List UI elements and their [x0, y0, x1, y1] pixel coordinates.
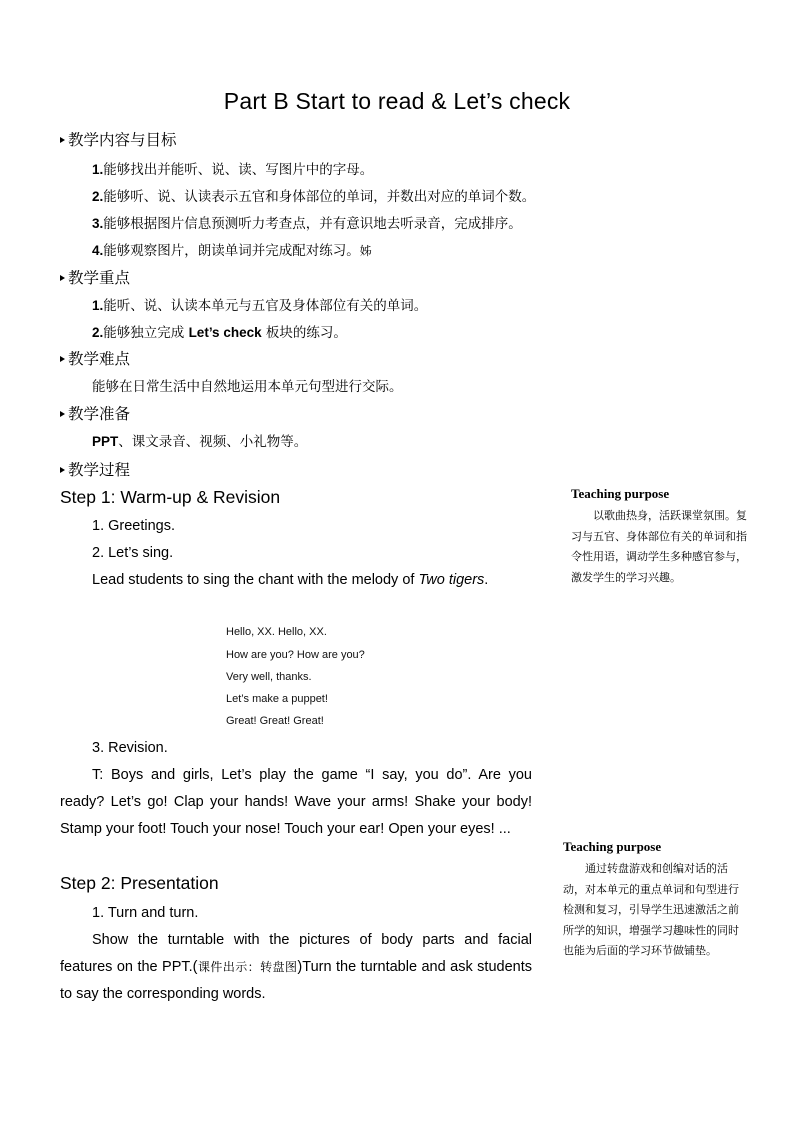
- bullet-triangle-icon: [60, 356, 65, 362]
- goal-item-4: [92, 239, 372, 259]
- heading-text: 教学难点: [68, 350, 131, 368]
- item-text: 能够根据图片信息预测听力考查点，并有意识地去听录音，完成排序。: [103, 216, 522, 232]
- revision-paragraph: T: Boys and girls, Let’s play the game “I say, you do”. Are you ready? Let’s go! Clap your hands! Wave your arms! Shake your body! Stamp your foot! Touch your nose! Touch your ear! Open your eyes! ...: [60, 767, 532, 837]
- preparation-text: [92, 430, 307, 450]
- lead-text-end: .: [484, 572, 489, 588]
- item-text: 能够独立完成: [103, 325, 185, 341]
- section-heading-preparation: [60, 402, 130, 424]
- item-number: 1.: [92, 162, 104, 177]
- step-2-title: Step 2: Presentation: [60, 873, 219, 893]
- item-text: 、课文录音、视频、小礼物等。: [118, 434, 308, 450]
- stray-mark: 姊: [359, 244, 372, 258]
- section-heading-process: [60, 458, 130, 480]
- presentation-paragraph: [60, 927, 532, 1008]
- bullet-triangle-icon: [60, 275, 65, 281]
- presentation-text-end: )Turn the turntable and ask students to say the corresponding words.: [60, 959, 532, 1002]
- presentation-text: Show the turntable with the pictures of body parts and facial features on the PPT.(: [60, 932, 532, 975]
- sidebar-1-body: 以歌曲热身，活跃课堂氛围。复习与五官、身体部位有关的单词和指令性用语，调动学生多种感官参与，激发学生的学习兴趣。: [571, 509, 747, 584]
- item-number: 3.: [92, 216, 104, 231]
- key-point-item-1: [92, 294, 427, 314]
- item-number: 1.: [92, 298, 104, 313]
- difficulty-text: 能够在日常生活中自然地运用本单元句型进行交际。: [92, 379, 403, 395]
- heading-text: 教学过程: [68, 461, 131, 479]
- item-number: 2.: [92, 189, 104, 204]
- sidebar-2-title: Teaching purpose: [563, 839, 662, 854]
- bullet-triangle-icon: [60, 411, 65, 417]
- sing-line: 2. Let’s sing.: [92, 545, 174, 561]
- goal-item-2: [92, 185, 535, 205]
- chant-line-5: Great! Great! Great!: [226, 715, 324, 727]
- lead-text: Lead students to sing the chant with the melody of: [92, 572, 415, 588]
- goal-item-1: [92, 158, 373, 178]
- section-heading-key-points: [60, 266, 130, 288]
- page-title: Part B Start to read & Let’s check: [223, 88, 571, 114]
- item-text: 板块的练习。: [265, 325, 347, 341]
- item-number: 2.: [92, 325, 104, 340]
- heading-text: 教学内容与目标: [68, 131, 177, 149]
- item-text: 能够观察图片，朗读单词并完成配对练习。: [103, 243, 360, 259]
- revision-line: 3. Revision.: [92, 740, 168, 756]
- chant-line-1: Hello, XX. Hello, XX.: [226, 626, 327, 638]
- chant-line-4: Let’s make a puppet!: [226, 693, 328, 705]
- lead-paragraph: [60, 567, 532, 594]
- sidebar-2-body: 通过转盘游戏和创编对话的活动，对本单元的重点单词和句型进行检测和复习，引导学生迅速激活之前所学的知识，增强学习趣味性的同时也能为后面的学习环节做铺垫。: [563, 862, 739, 958]
- chant-line-2: How are you? How are you?: [226, 649, 365, 661]
- presentation-cn-note: 课件出示：转盘图: [197, 960, 298, 974]
- turn-line: 1. Turn and turn.: [92, 905, 199, 921]
- heading-text: 教学准备: [68, 405, 131, 423]
- item-bold-text: Let’s check: [188, 325, 262, 340]
- sidebar-1-title: Teaching purpose: [571, 486, 670, 501]
- item-text: 能够听、说、认读表示五官和身体部位的单词，并数出对应的单词个数。: [103, 189, 536, 205]
- item-bold-text: PPT: [92, 434, 119, 449]
- bullet-triangle-icon: [60, 467, 65, 473]
- section-heading-difficulty: [60, 347, 130, 369]
- item-number: 4.: [92, 243, 104, 258]
- item-text: 能够找出并能听、说、读、写图片中的字母。: [103, 162, 374, 178]
- item-text: 能听、说、认读本单元与五官及身体部位有关的单词。: [103, 298, 428, 314]
- bullet-triangle-icon: [60, 137, 65, 143]
- key-point-item-2: [92, 321, 347, 341]
- greetings-line: 1. Greetings.: [92, 518, 176, 534]
- heading-text: 教学重点: [68, 269, 131, 287]
- goal-item-3: [92, 212, 522, 232]
- section-heading-content-goals: [60, 128, 177, 150]
- song-title: Two tigers: [418, 572, 485, 588]
- chant-line-3: Very well, thanks.: [226, 671, 312, 683]
- step-1-title: Step 1: Warm-up & Revision: [60, 487, 281, 507]
